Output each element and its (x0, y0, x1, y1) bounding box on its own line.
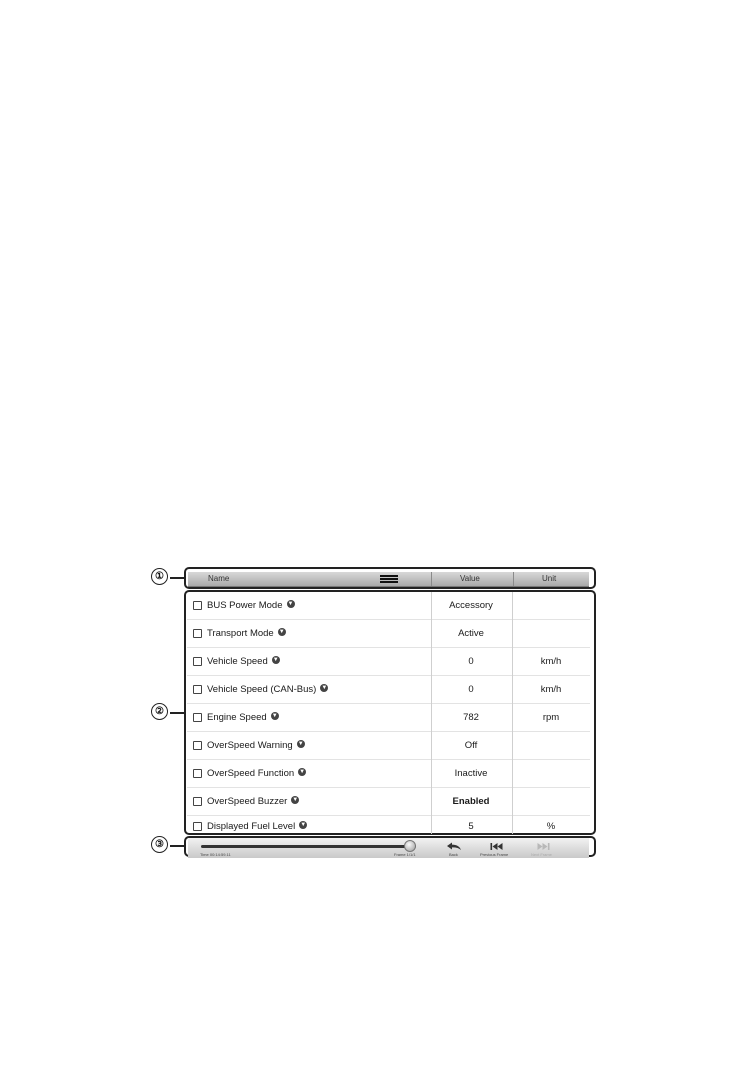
column-header-value[interactable]: Value (460, 574, 480, 583)
frame-slider-thumb[interactable] (404, 840, 416, 852)
row-name: OverSpeed Warning (207, 740, 293, 751)
row-value: Accessory (449, 600, 493, 611)
row-unit: % (546, 821, 556, 832)
row-value: Enabled (452, 796, 490, 807)
row-value: 0 (468, 684, 474, 695)
next-frame-button: Next Frame (531, 852, 552, 857)
info-icon[interactable]: ▼ (272, 657, 279, 664)
data-stream-table (187, 592, 590, 834)
row-value: 0 (468, 656, 474, 667)
frame-slider-track[interactable] (201, 845, 416, 848)
callout-leader-3 (170, 845, 184, 847)
drag-handle-icon[interactable] (380, 575, 398, 583)
table-row[interactable] (187, 816, 590, 834)
header-divider (431, 572, 432, 586)
info-icon[interactable]: ▼ (297, 741, 304, 748)
row-unit (513, 760, 589, 788)
back-arrow-icon[interactable] (446, 842, 462, 851)
callout-marker-2: ② (151, 703, 168, 720)
row-name: Transport Mode (207, 628, 274, 639)
row-unit (513, 620, 589, 648)
row-unit (513, 732, 589, 760)
row-name: Vehicle Speed (207, 656, 268, 667)
frame-label: Frame 1/1/1 (394, 852, 416, 857)
row-checkbox[interactable] (193, 601, 202, 610)
info-icon[interactable]: ▼ (287, 601, 294, 608)
table-row[interactable] (187, 592, 590, 620)
row-checkbox[interactable] (193, 657, 202, 666)
table-row[interactable] (187, 704, 590, 732)
column-divider (431, 592, 432, 834)
next-frame-icon[interactable] (535, 842, 551, 851)
back-button[interactable]: Back (449, 852, 458, 857)
row-name: BUS Power Mode (207, 600, 283, 611)
row-unit (513, 592, 589, 620)
row-checkbox[interactable] (193, 685, 202, 694)
info-icon[interactable]: ▼ (299, 769, 306, 776)
callout-marker-1: ① (151, 568, 168, 585)
row-unit: km/h (540, 656, 562, 667)
row-unit (513, 788, 589, 816)
column-header-name[interactable]: Name (208, 574, 230, 583)
row-name: OverSpeed Function (207, 768, 295, 779)
info-icon[interactable]: ▼ (321, 685, 328, 692)
row-name: Displayed Fuel Level (207, 821, 296, 832)
table-row[interactable] (187, 788, 590, 816)
info-icon[interactable]: ▼ (292, 797, 299, 804)
callout-marker-3: ③ (151, 836, 168, 853)
row-checkbox[interactable] (193, 741, 202, 750)
info-icon[interactable]: ▼ (271, 713, 278, 720)
row-name: OverSpeed Buzzer (207, 796, 288, 807)
row-unit: rpm (542, 712, 560, 723)
row-value: 5 (468, 821, 474, 832)
info-icon[interactable]: ▼ (300, 822, 307, 829)
column-header-unit[interactable]: Unit (542, 574, 557, 583)
row-checkbox[interactable] (193, 713, 202, 722)
row-value: Inactive (454, 768, 488, 779)
row-unit: km/h (540, 684, 562, 695)
table-row[interactable] (187, 676, 590, 704)
playback-toolbar (188, 838, 589, 858)
table-row[interactable] (187, 760, 590, 788)
row-checkbox[interactable] (193, 797, 202, 806)
callout-leader-1 (170, 577, 184, 579)
table-row[interactable] (187, 648, 590, 676)
row-value: Off (464, 740, 478, 751)
previous-frame-button[interactable]: Previous Frame (480, 852, 509, 857)
table-row[interactable] (187, 732, 590, 760)
previous-frame-icon[interactable] (489, 842, 505, 851)
row-value: 782 (463, 712, 479, 723)
row-checkbox[interactable] (193, 822, 202, 831)
row-name: Vehicle Speed (CAN-Bus) (207, 684, 317, 695)
row-checkbox[interactable] (193, 629, 202, 638)
callout-leader-2 (170, 712, 184, 714)
column-divider (512, 592, 513, 834)
row-value: Active (458, 628, 484, 639)
time-label: Time 00:14:59.11 (200, 852, 231, 857)
row-name: Engine Speed (207, 712, 267, 723)
header-divider (513, 572, 514, 586)
info-icon[interactable]: ▼ (278, 629, 285, 636)
row-checkbox[interactable] (193, 769, 202, 778)
table-row[interactable] (187, 620, 590, 648)
